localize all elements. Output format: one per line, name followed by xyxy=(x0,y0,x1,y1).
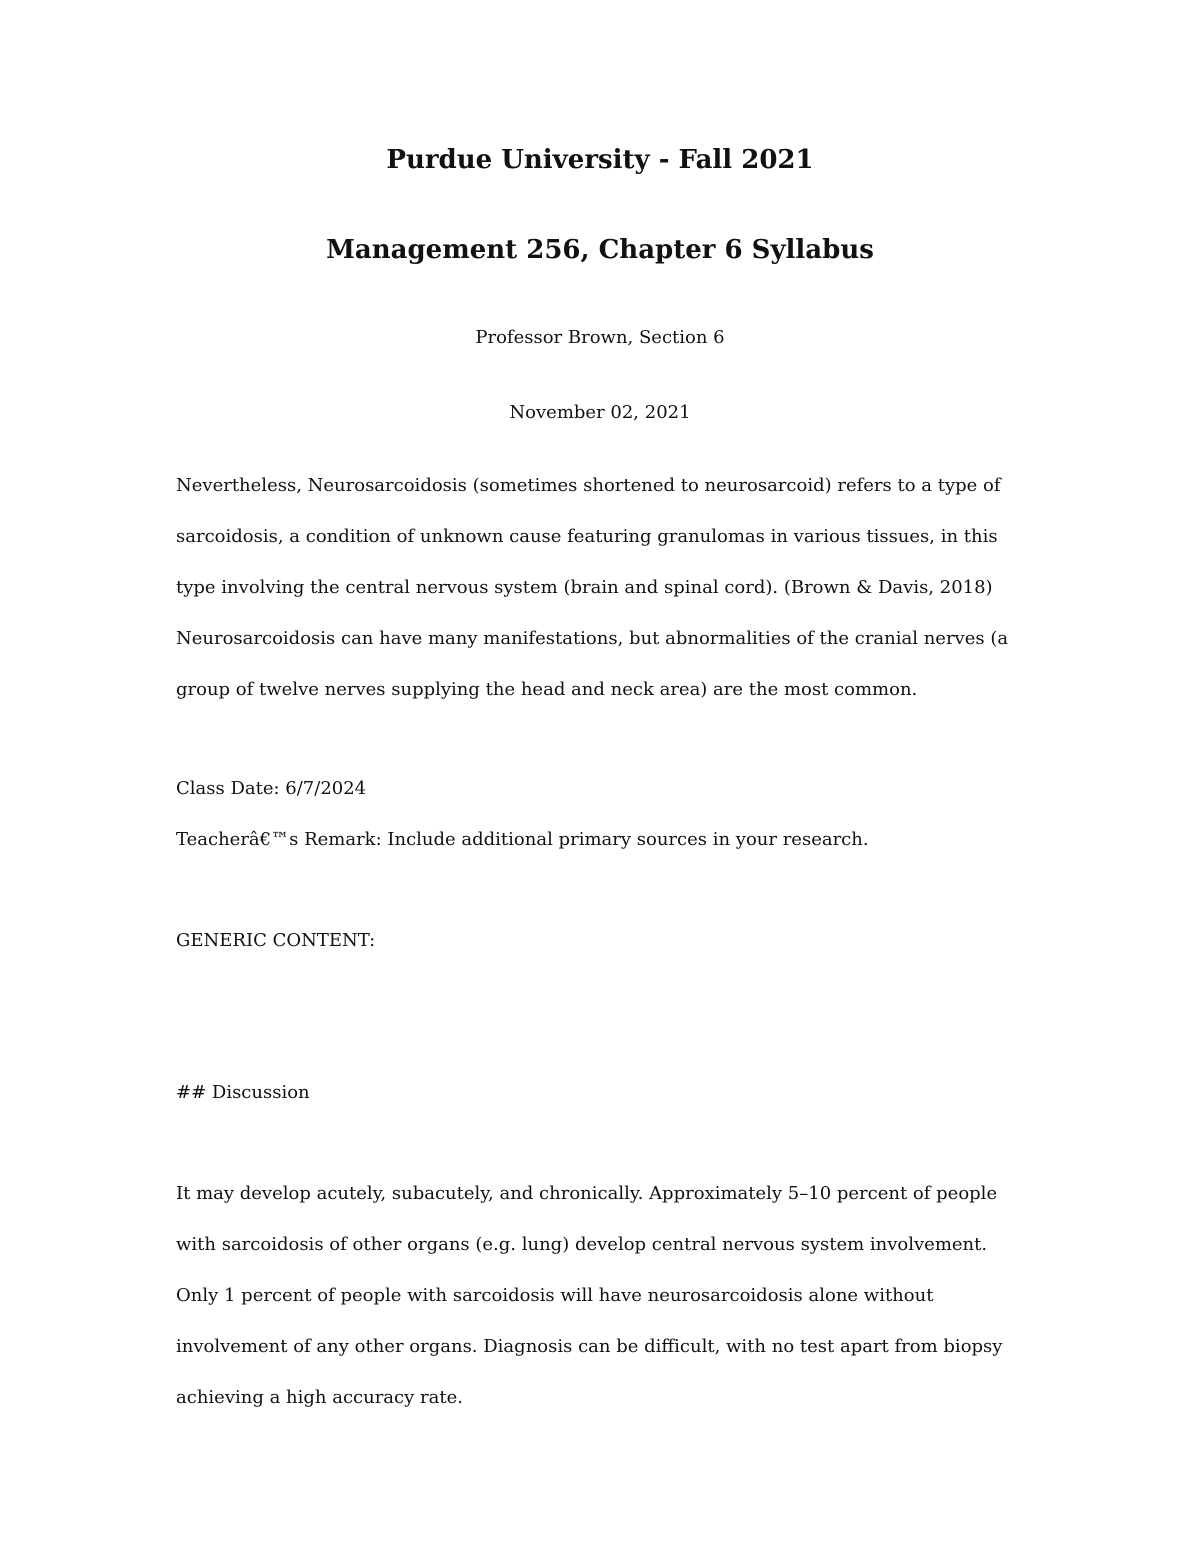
intro-paragraph-line: sarcoidosis, a condition of unknown cause featuring granulomas in various tissues, in this xyxy=(176,526,998,547)
intro-paragraph-line: type involving the central nervous system (brain and spinal cord). (Brown & Davis, 2018) xyxy=(176,577,993,598)
discussion-paragraph-line: Only 1 percent of people with sarcoidosis will have neurosarcoidosis alone without xyxy=(176,1285,934,1306)
intro-paragraph-line: group of twelve nerves supplying the head and neck area) are the most common. xyxy=(176,679,918,700)
generic-content-label: GENERIC CONTENT: xyxy=(176,930,376,951)
discussion-paragraph-line: with sarcoidosis of other organs (e.g. lung) develop central nervous system involvement. xyxy=(176,1234,988,1255)
intro-paragraph-line: Nevertheless, Neurosarcoidosis (sometimes shortened to neurosarcoid) refers to a type of xyxy=(176,475,1001,496)
teacher-remark: Teacherâ€™s Remark: Include additional primary sources in your research. xyxy=(176,829,869,850)
course-title-heading: Management 256, Chapter 6 Syllabus xyxy=(326,235,874,265)
instructor-section: Professor Brown, Section 6 xyxy=(475,327,725,348)
intro-paragraph-line: Neurosarcoidosis can have many manifestations, but abnormalities of the cranial nerves (a xyxy=(176,628,1009,649)
discussion-paragraph-line: It may develop acutely, subacutely, and chronically. Approximately 5–10 percent of people xyxy=(176,1183,998,1204)
discussion-heading: ## Discussion xyxy=(176,1082,310,1103)
discussion-paragraph-line: achieving a high accuracy rate. xyxy=(176,1387,463,1408)
document-date: November 02, 2021 xyxy=(509,402,691,423)
class-date: Class Date: 6/7/2024 xyxy=(176,778,367,799)
discussion-paragraph-line: involvement of any other organs. Diagnosis can be difficult, with no test apart from biopsy xyxy=(176,1336,1003,1357)
university-heading: Purdue University - Fall 2021 xyxy=(386,145,814,175)
